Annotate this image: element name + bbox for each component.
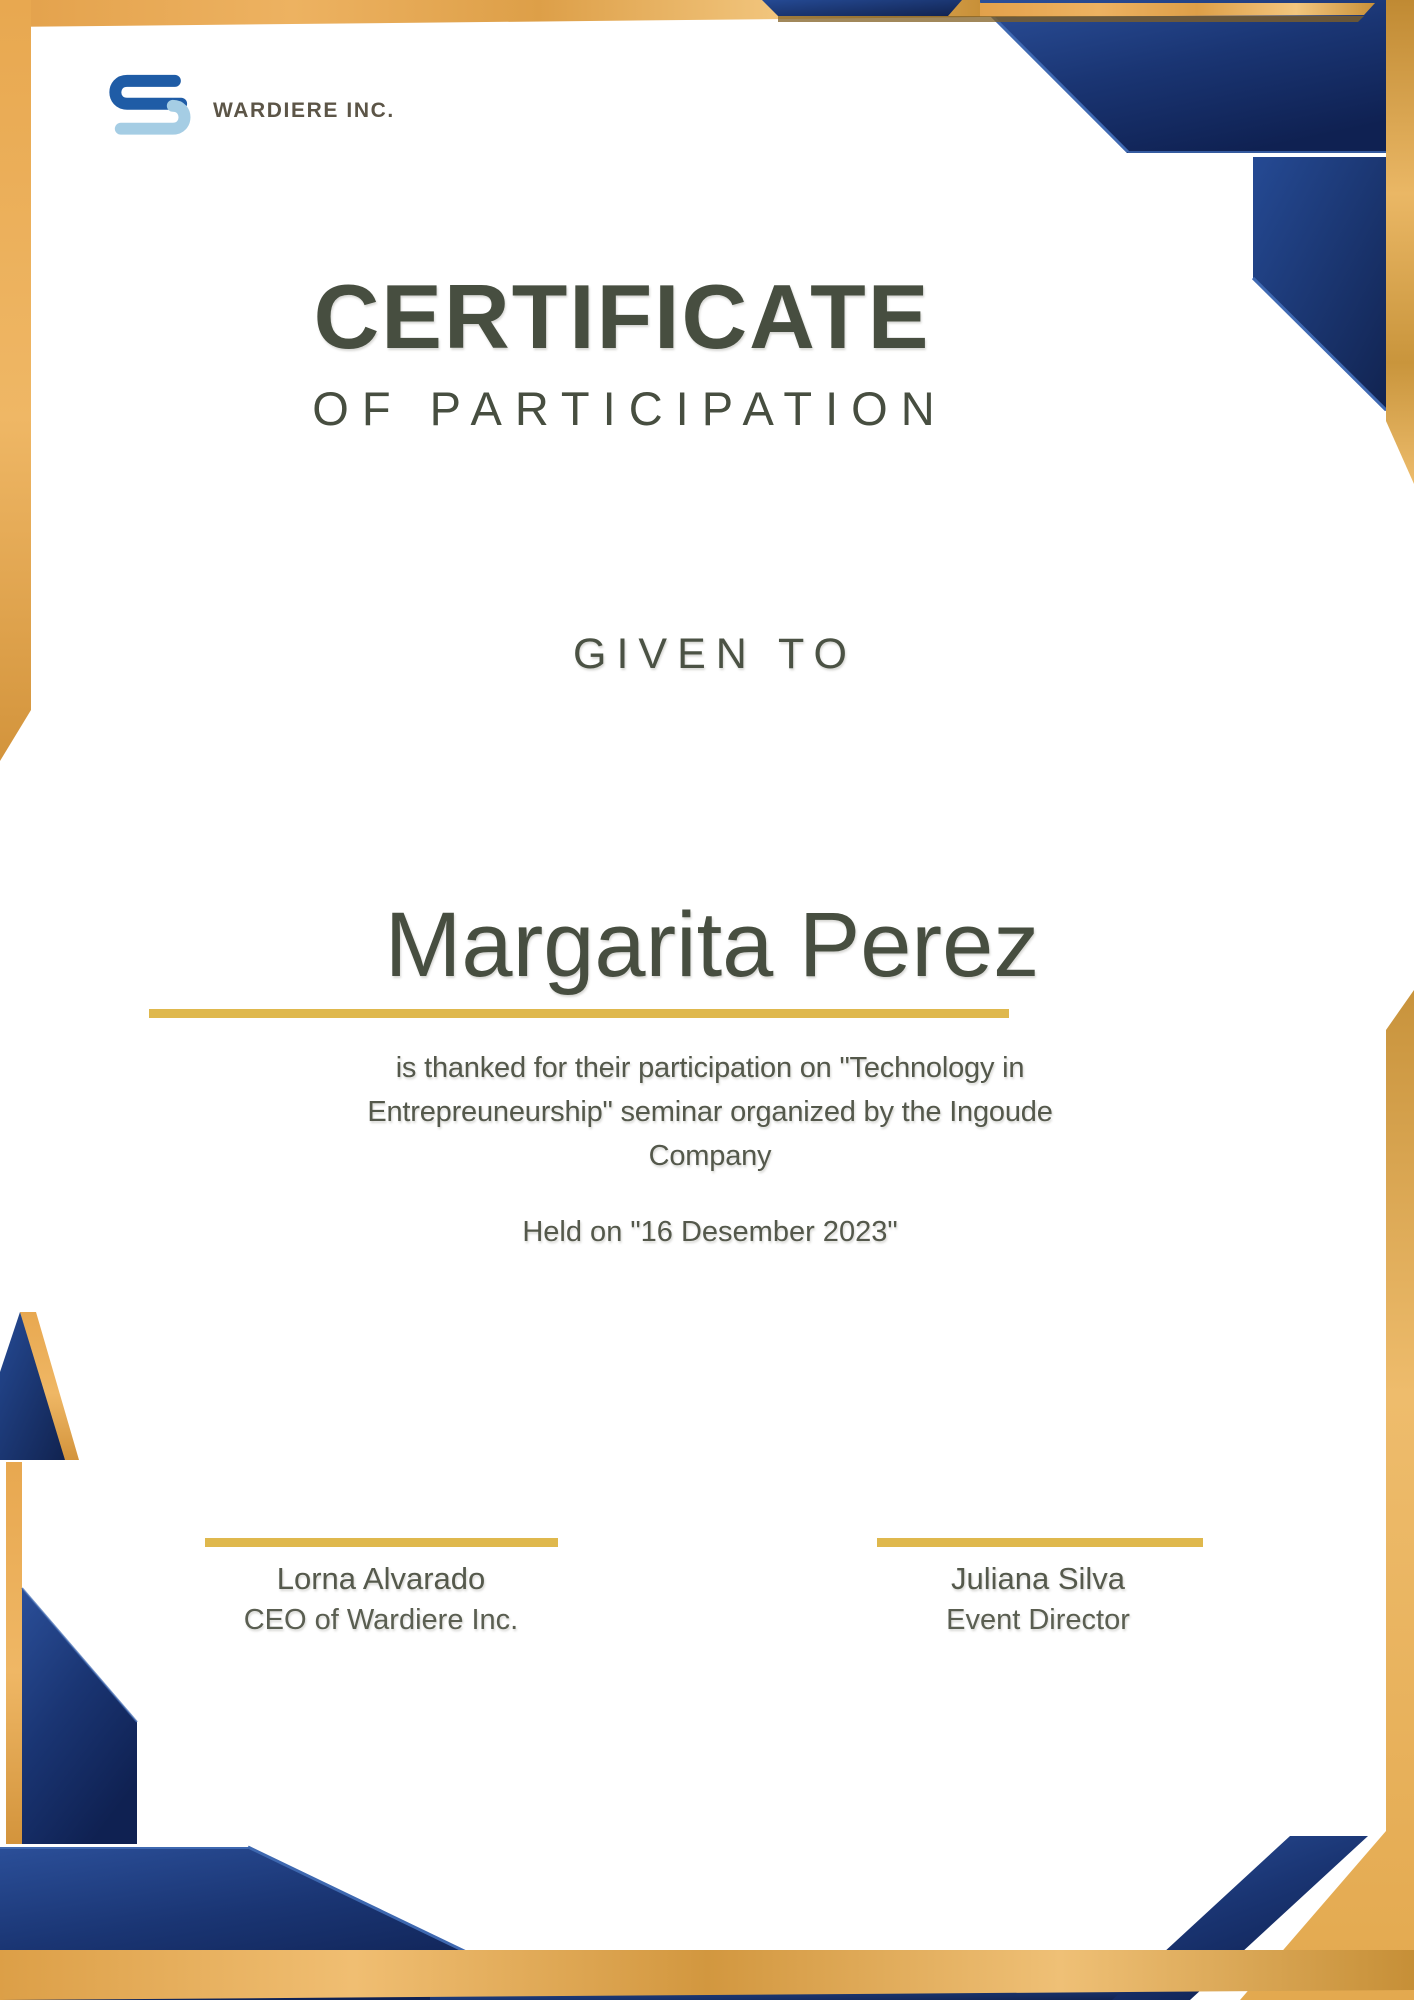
signature-title: CEO of Wardiere Inc.	[243, 1604, 519, 1636]
body-paragraph	[0, 1046, 1414, 1178]
recipient-name-underline	[149, 1009, 1009, 1018]
event-date-line: Held on "16 Desember 2023"	[522, 1216, 898, 1248]
top-right-gold-strip	[1386, 0, 1414, 484]
certificate-subtitle: OF PARTICIPATION	[312, 382, 948, 435]
body-line: is thanked for their participation on "Technology in	[395, 1052, 1025, 1084]
body-line: Entrepreuneurship" seminar organized by the Ingoude	[367, 1096, 1053, 1128]
bottom-gold-band	[0, 1950, 1414, 2000]
given-to-label: GIVEN TO	[573, 630, 857, 678]
recipient-name: Margarita Perez	[384, 894, 1040, 996]
bottom-left-decor	[0, 1312, 566, 2000]
body-line: Company	[648, 1140, 772, 1172]
certificate-title: CERTIFICATE	[313, 267, 931, 368]
signature-block-event-director	[828, 1558, 1248, 1640]
brand-logo-icon	[100, 70, 204, 152]
brand-name: WARDIERE INC.	[213, 99, 395, 122]
signature-title: Event Director	[946, 1604, 1130, 1636]
signature-name: Lorna Alvarado	[276, 1561, 486, 1596]
signature-line-left	[205, 1538, 558, 1547]
signature-name: Juliana Silva	[950, 1561, 1126, 1596]
signature-line-right	[877, 1538, 1203, 1547]
signature-block-ceo	[171, 1558, 591, 1640]
